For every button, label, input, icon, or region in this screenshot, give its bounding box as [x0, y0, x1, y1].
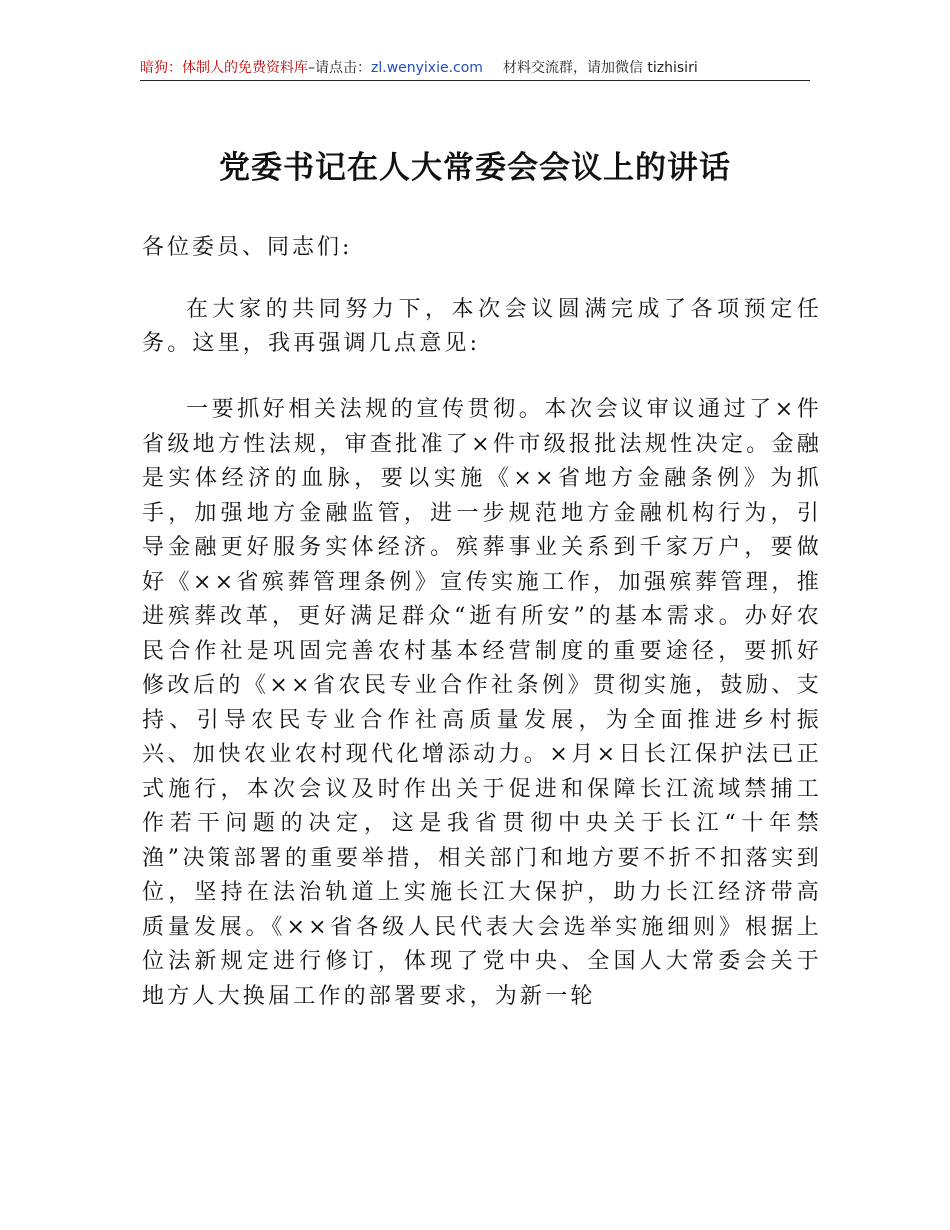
- paragraph-intro: 在大家的共同努力下，本次会议圆满完成了各项预定任务。这里，我再强调几点意见:: [142, 297, 822, 356]
- document-title: 党委书记在人大常委会会议上的讲话: [219, 150, 731, 186]
- header-contact: 材料交流群，请加微信 tizhisiri: [502, 60, 698, 76]
- header-click-prompt: –请点击：: [308, 60, 371, 76]
- header-brand: 暗狗：体制人的免费资料库: [140, 60, 308, 76]
- page-header: [140, 58, 810, 81]
- salutation: 各位委员、同志们:: [142, 235, 353, 260]
- header-url-link[interactable]: zl.wenyixie.com: [371, 60, 483, 76]
- paragraph-point-one: 一要抓好相关法规的宣传贯彻。本次会议审议通过了×件省级地方性法规，审查批准了×件市级报批法规性决定。金融是实体经济的血脉，要以实施《××省地方金融条例》为抓手，加强地方金融监管，进一步规范地方金融机构行为，引导金融更好服务实体经济。殡葬事业关系到千家万户，要做好《××省殡葬管理条例》宣传实施工作，加强殡葬管理，推进殡葬改革，更好满足群众“逝有所安”的基本需求。办好农民合作社是巩固完善农村基本经营制度的重要途径，要抓好修改后的《××省农民专业合作社条例》贯彻实施，鼓励、支持、引导农民专业合作社高质量发展，为全面推进乡村振兴、加快农业农村现代化增添动力。×月×日长江保护法已正式施行，本次会议及时作出关于促进和保障长江流域禁捕工作若干问题的决定，这是我省贯彻中央关于长江“十年禁渔”决策部署的重要举措，相关部门和地方要不折不扣落实到位，坚持在法治轨道上实施长江大保护，助力长江经济带高质量发展。《××省各级人民代表大会选举实施细则》根据上位法新规定进行修订，体现了党中央、全国人大常委会关于地方人大换届工作的部署要求，为新一轮: [142, 397, 822, 1009]
